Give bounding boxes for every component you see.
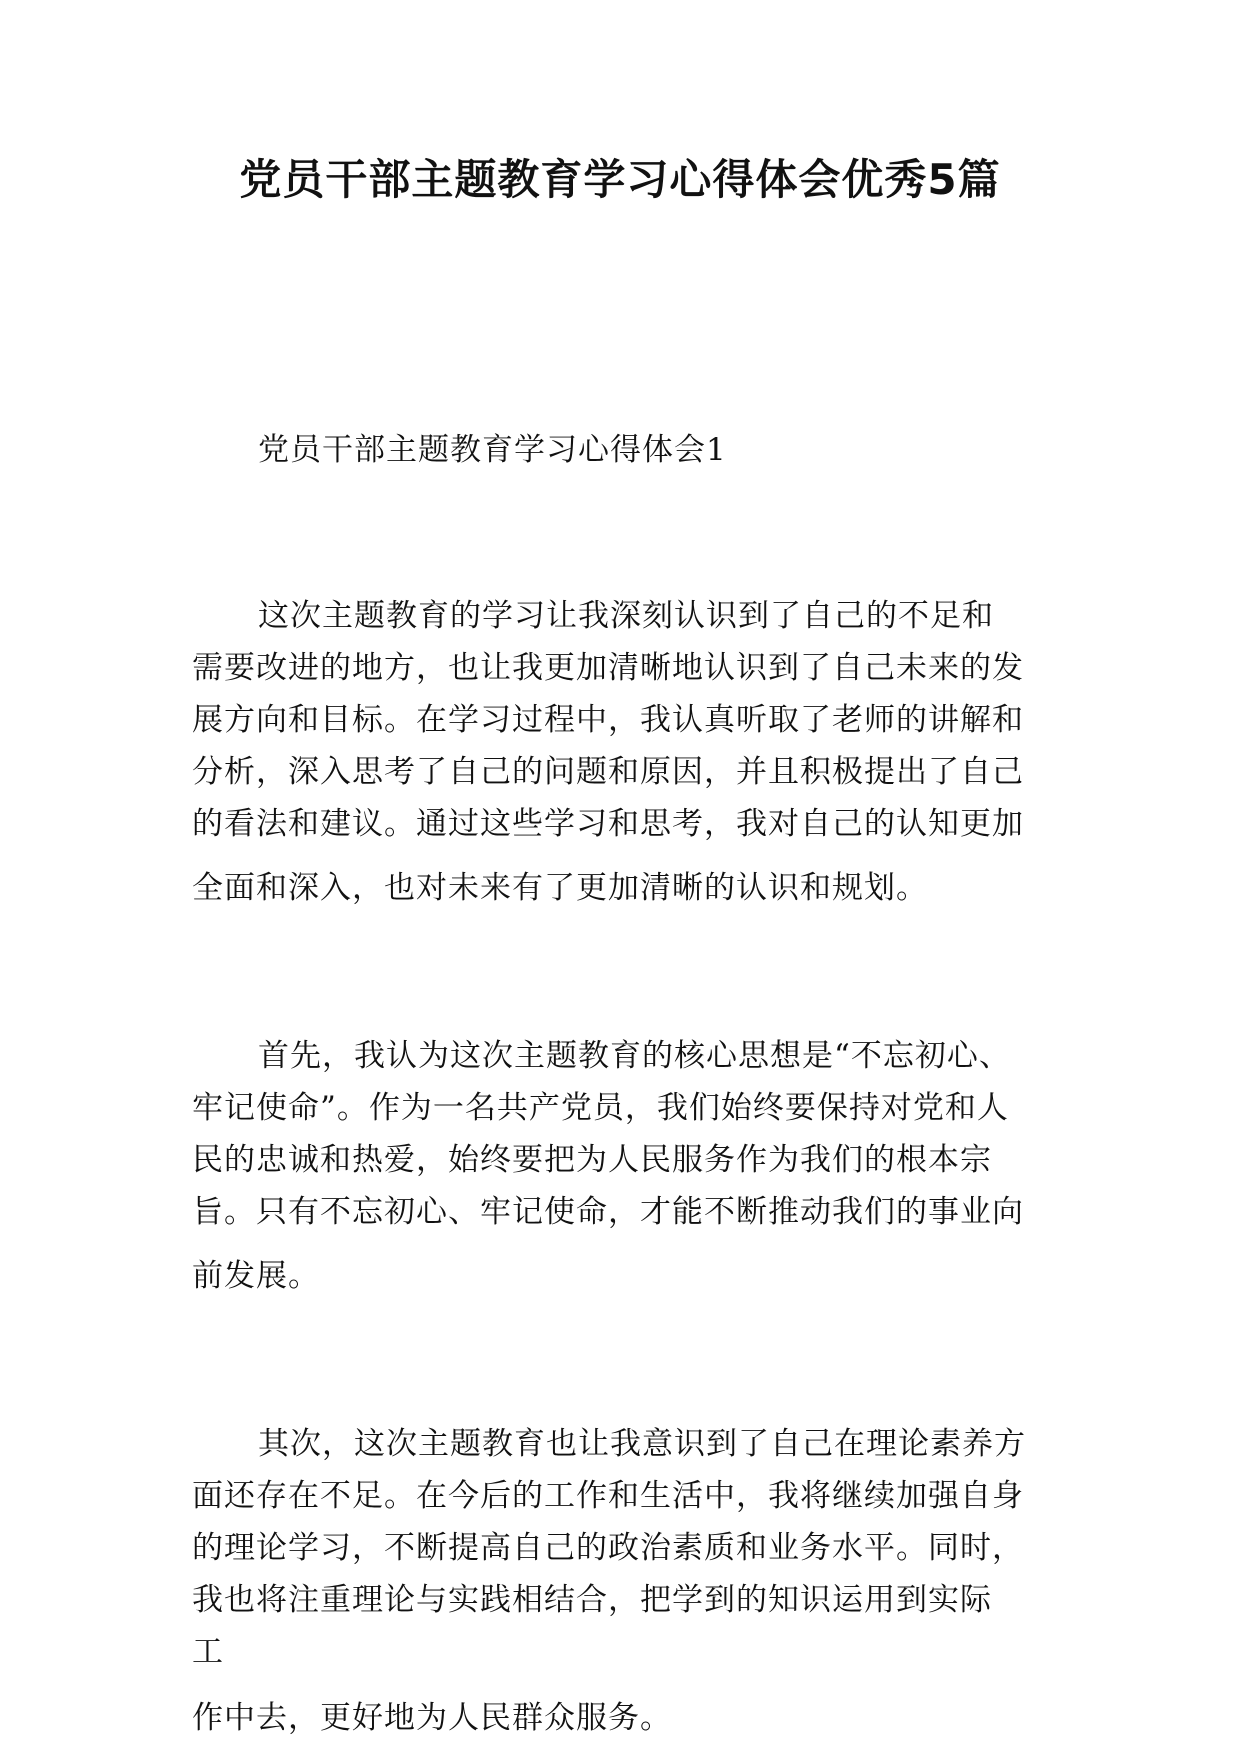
paragraph-line: 分析，深入思考了自己的问题和原因，并且积极提出了自己 <box>192 754 1024 790</box>
document-title: 党员干部主题教育学习心得体会优秀5篇 <box>239 155 1001 204</box>
paragraph-line: 工 <box>192 1634 224 1670</box>
paragraph-line: 的看法和建议。通过这些学习和思考，我对自己的认知更加 <box>192 806 1024 842</box>
paragraph-line: 这次主题教育的学习让我深刻认识到了自己的不足和 <box>258 598 994 634</box>
paragraph-line: 首先，我认为这次主题教育的核心思想是“不忘初心、 <box>258 1038 1011 1074</box>
paragraph-line: 的理论学习，不断提高自己的政治素质和业务水平。同时， <box>192 1530 1024 1566</box>
paragraph-line: 前发展。 <box>192 1258 320 1294</box>
paragraph-line: 旨。只有不忘初心、牢记使命，才能不断推动我们的事业向 <box>192 1194 1024 1230</box>
paragraph-line: 需要改进的地方，也让我更加清晰地认识到了自己未来的发 <box>192 650 1024 686</box>
paragraph-line: 其次，这次主题教育也让我意识到了自己在理论素养方 <box>258 1426 1026 1462</box>
paragraph-line: 作中去，更好地为人民群众服务。 <box>192 1700 672 1736</box>
paragraph-line: 全面和深入，也对未来有了更加清晰的认识和规划。 <box>192 870 928 906</box>
paragraph-line: 民的忠诚和热爱，始终要把为人民服务作为我们的根本宗 <box>192 1142 992 1178</box>
paragraph-line: 牢记使命”。作为一名共产党员，我们始终要保持对党和人 <box>192 1090 1009 1126</box>
paragraph-line: 我也将注重理论与实践相结合，把学到的知识运用到实际 <box>192 1582 992 1618</box>
paragraph-line: 面还存在不足。在今后的工作和生活中，我将继续加强自身 <box>192 1478 1024 1514</box>
section-heading: 党员干部主题教育学习心得体会1 <box>258 432 727 468</box>
paragraph-line: 展方向和目标。在学习过程中，我认真听取了老师的讲解和 <box>192 702 1024 738</box>
